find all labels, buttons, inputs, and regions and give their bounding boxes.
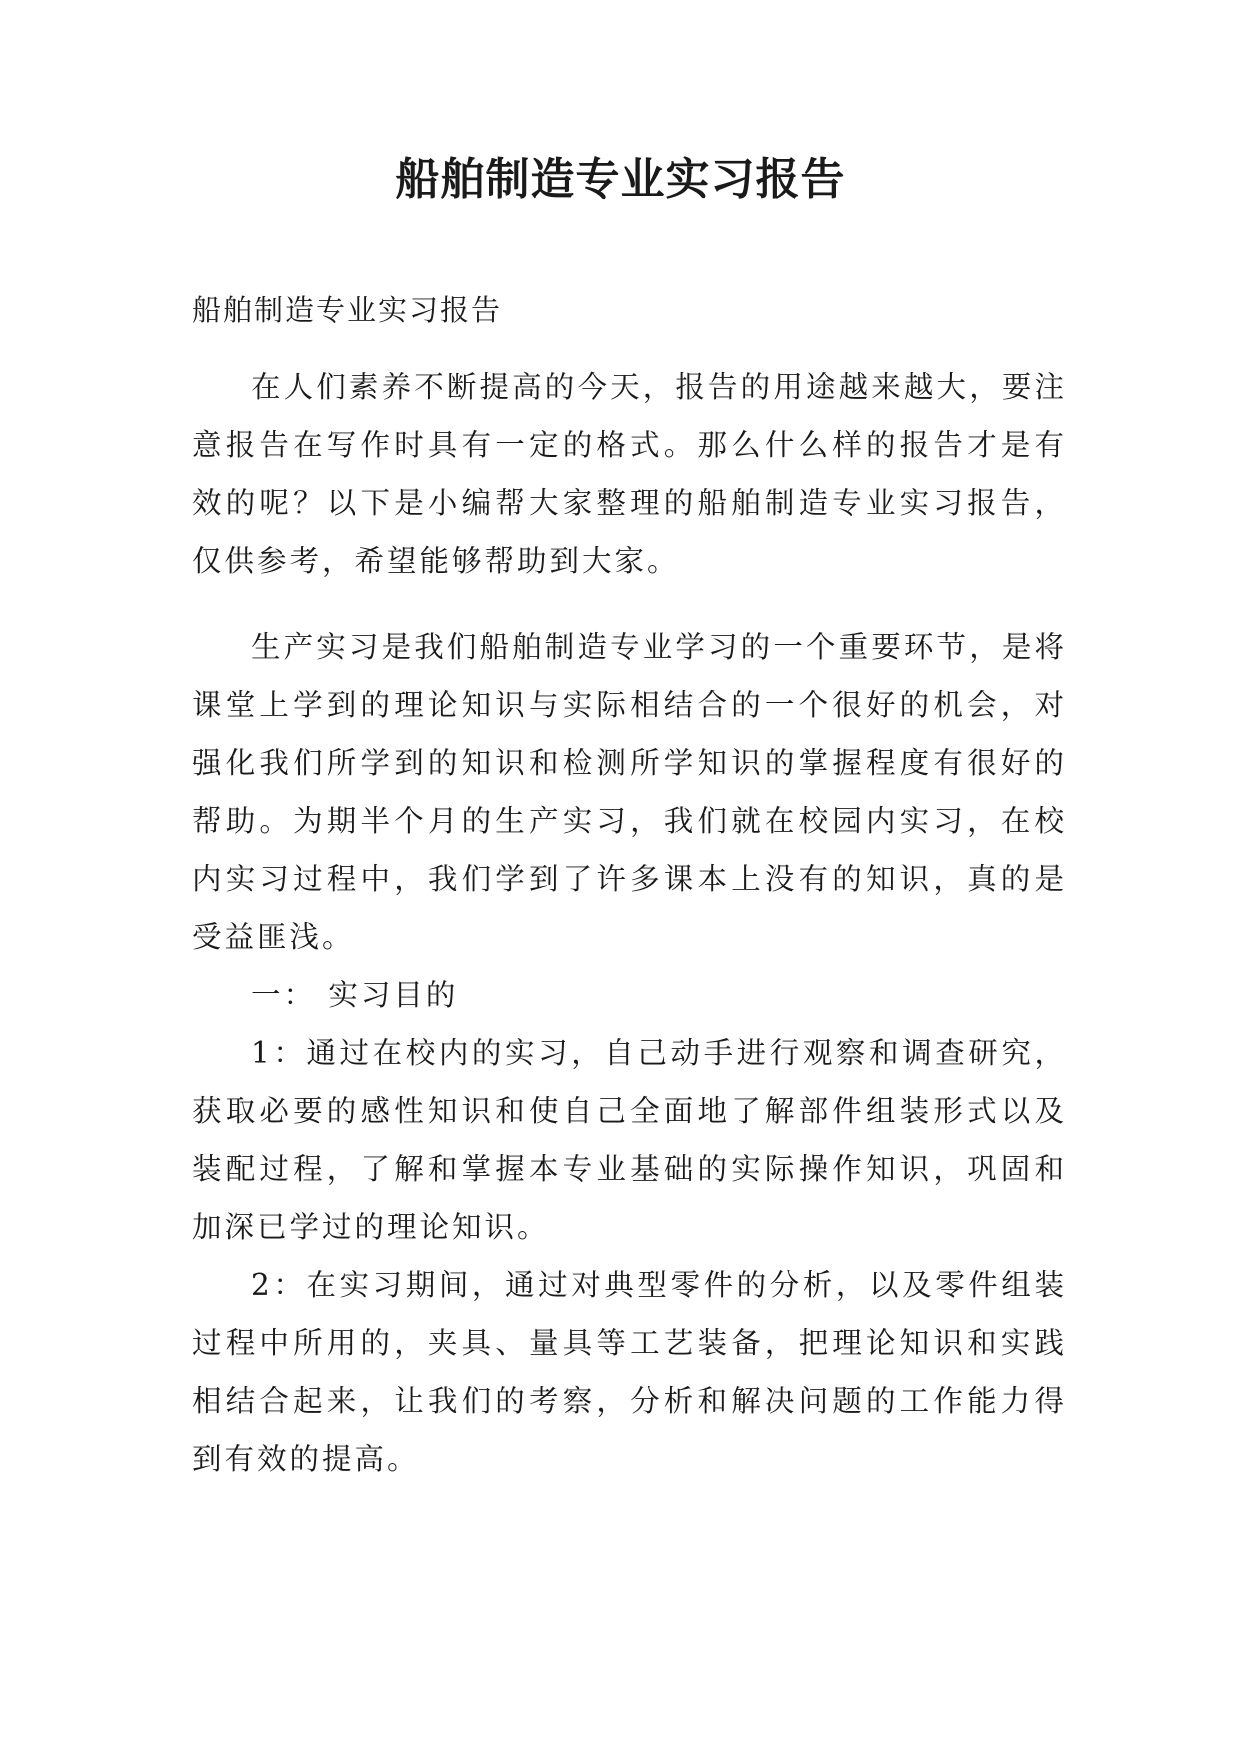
section-heading-purpose: 一： 实习目的 [251, 978, 459, 1012]
main-section [192, 618, 1067, 1488]
body-paragraph-1: 生产实习是我们船舶制造专业学习的一个重要环节，是将课堂上学到的理论知识与实际相结合的一个很好的机会，对强化我们所学到的知识和检测所学知识的掌握程度有很好的帮助。为期半个月的生产实习，我们就在校园内实习，在校内实习过程中，我们学到了许多课本上没有的知识，真的是受益匪浅。 [192, 630, 1067, 954]
body-paragraph-purpose-1: 1：通过在校内的实习，自己动手进行观察和调查研究，获取必要的感性知识和使自己全面地了解部件组装形式以及装配过程，了解和掌握本专业基础的实际操作知识，巩固和加深已学过的理论知识。 [192, 1036, 1067, 1244]
intro-paragraph: 在人们素养不断提高的今天，报告的用途越来越大，要注意报告在写作时具有一定的格式。那么什么样的报告才是有效的呢？以下是小编帮大家整理的船舶制造专业实习报告，仅供参考，希望能够帮助到大家。 [192, 370, 1067, 578]
intro-section [192, 358, 1067, 590]
body-paragraph-purpose-2: 2：在实习期间，通过对典型零件的分析，以及零件组装过程中所用的，夹具、量具等工艺装备，把理论知识和实践相结合起来，让我们的考察，分析和解决问题的工作能力得到有效的提高。 [192, 1268, 1067, 1476]
document-subtitle: 船舶制造专业实习报告 [192, 293, 503, 327]
document-title: 船舶制造专业实习报告 [395, 154, 846, 205]
